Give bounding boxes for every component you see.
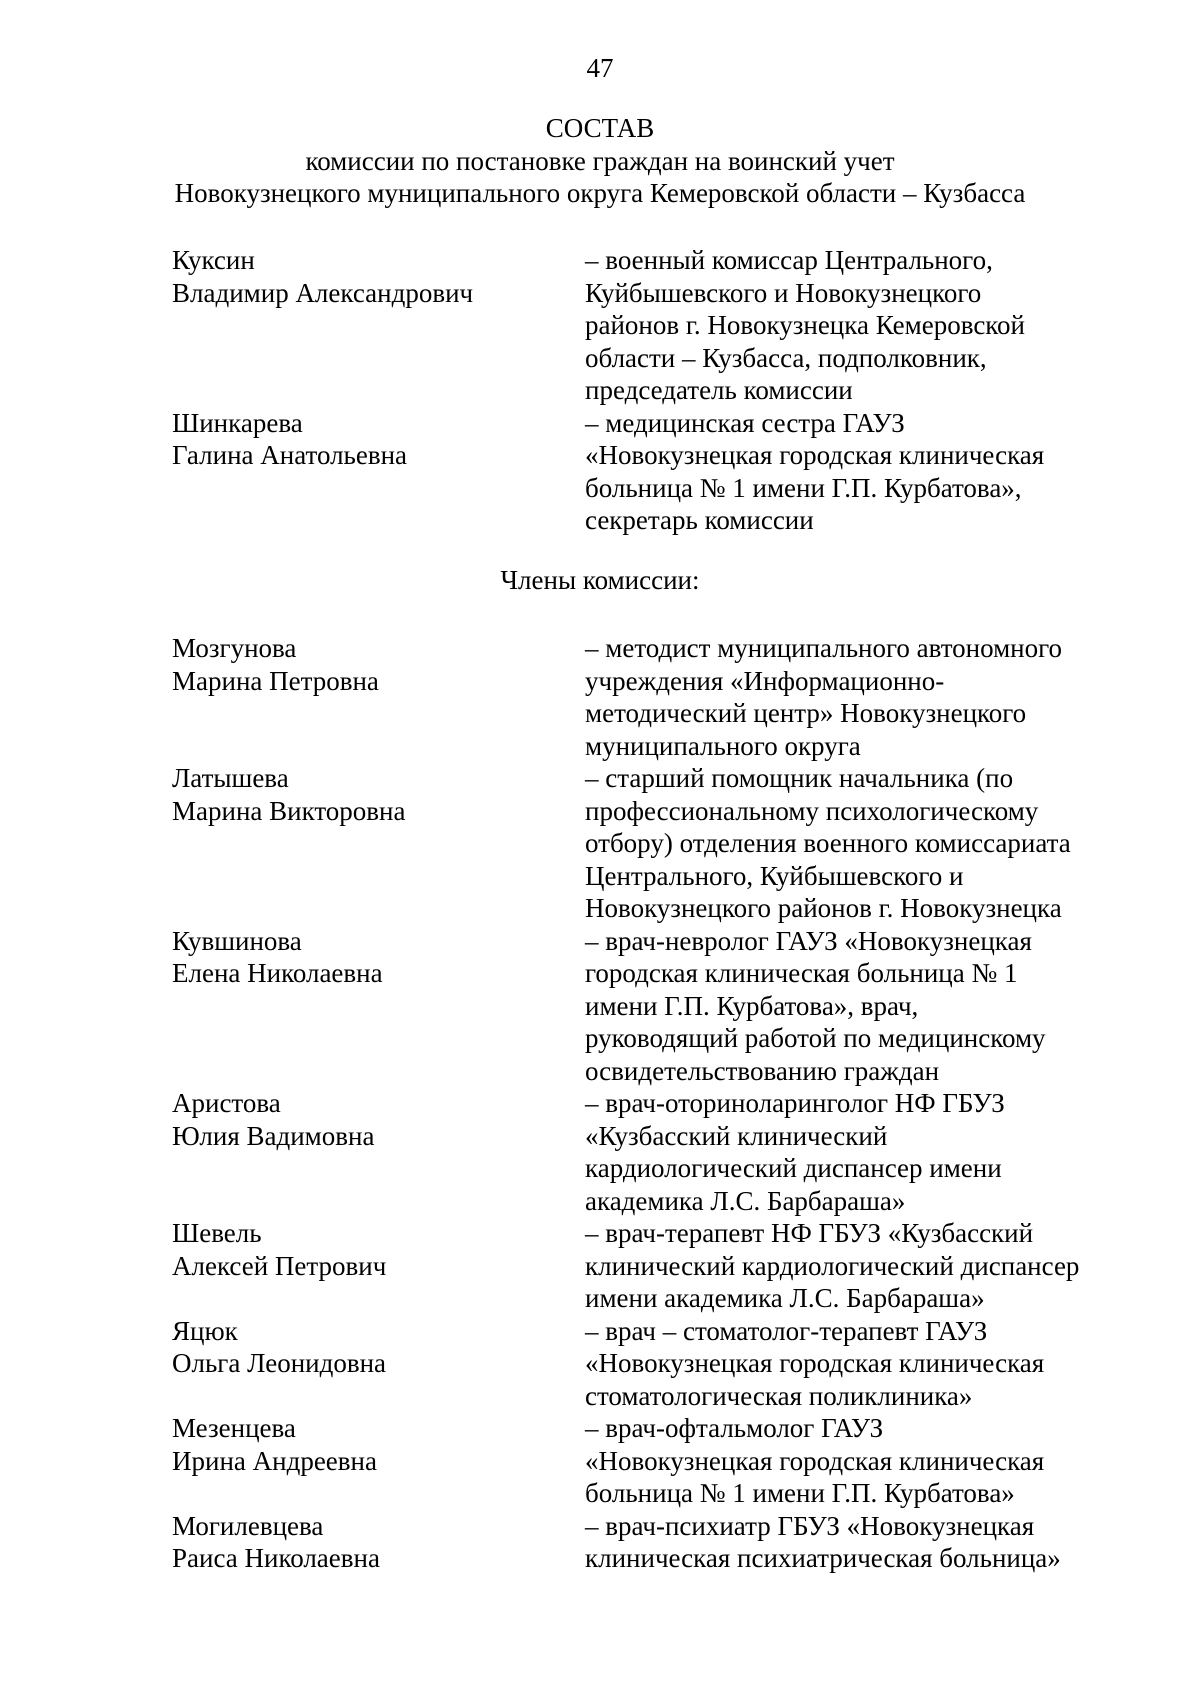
person-name: Мезенцева Ирина Андреевна bbox=[172, 1413, 377, 1476]
person-name: Аристова Юлия Вадимовна bbox=[172, 1088, 375, 1151]
member-entry bbox=[172, 1217, 1132, 1315]
person-name: Кувшинова Елена Николаевна bbox=[172, 925, 383, 988]
leadership-entry bbox=[172, 244, 1132, 407]
person-role: – медицинская сестра ГАУЗ «Новокузнецкая городская клиническая больница № 1 имени Г.П. Курбатова», секретарь комиссии bbox=[585, 407, 1045, 535]
members-list bbox=[172, 632, 1132, 1575]
person-role: – врач-психиатр ГБУЗ «Новокузнецкая клиническая психиатрическая больница» bbox=[585, 1510, 1061, 1573]
person-name: Латышева Марина Викторовна bbox=[172, 763, 406, 826]
leadership-entry bbox=[172, 407, 1132, 537]
member-entry bbox=[172, 1087, 1132, 1217]
title-subtitle-line-1: комиссии по постановке граждан на воинский учет bbox=[305, 145, 895, 176]
person-name: Яцюк Ольга Леонидовна bbox=[172, 1315, 387, 1378]
page-number: 47 bbox=[586, 53, 614, 83]
title-heading: СОСТАВ bbox=[545, 113, 655, 143]
document-title bbox=[0, 112, 1200, 210]
person-role: – врач-терапевт НФ ГБУЗ «Кузбасский клинический кардиологический диспансер имени академика Л.С. Барбараша» bbox=[585, 1218, 1080, 1313]
member-entry bbox=[172, 925, 1132, 1088]
person-name: Мозгунова Марина Петровна bbox=[172, 633, 379, 696]
member-entry bbox=[172, 1412, 1132, 1510]
member-entry bbox=[172, 762, 1132, 925]
person-role: – врач-невролог ГАУЗ «Новокузнецкая городская клиническая больница № 1 имени Г.П. Курбатова», врач, руководящий работой по медицинскому освидетельствованию граждан bbox=[585, 925, 1046, 1086]
person-role: – врач – стоматолог-терапевт ГАУЗ «Новокузнецкая городская клиническая стоматологическая поликлиника» bbox=[585, 1315, 1045, 1411]
member-entry bbox=[172, 1510, 1132, 1575]
person-role: – врач-офтальмолог ГАУЗ «Новокузнецкая городская клиническая больница № 1 имени Г.П. Курбатова» bbox=[585, 1413, 1045, 1508]
members-heading: Члены комиссии: bbox=[500, 565, 700, 595]
title-subtitle-line-2: Новокузнецкого муниципального округа Кемеровской области – Кузбасса bbox=[174, 178, 1026, 208]
person-role: – военный комиссар Центрального, Куйбышевского и Новокузнецкого районов г. Новокузнецка Кемеровской области – Кузбасса, подполковник, председатель комиссии bbox=[585, 245, 1026, 405]
person-name: Могилевцева Раиса Николаевна bbox=[172, 1510, 380, 1573]
person-role: – старший помощник начальника (по профессиональному психологическому отбору) отделения военного комиссариата Центрального, Куйбышевского и Новокузнецкого районов г. Новокузнецка bbox=[585, 763, 1071, 923]
member-entry bbox=[172, 1315, 1132, 1413]
person-name: Шевель Алексей Петрович bbox=[172, 1218, 387, 1281]
person-role: – врач-оториноларинголог НФ ГБУЗ «Кузбасский клинический кардиологический диспансер имени академика Л.С. Барбараша» bbox=[585, 1088, 1005, 1216]
person-role: – методист муниципального автономного учреждения «Информационно- методический центр» Новокузнецкого муниципального округа bbox=[585, 633, 1063, 761]
leadership-list bbox=[172, 244, 1132, 537]
person-name: Шинкарева Галина Анатольевна bbox=[172, 407, 408, 470]
person-name: Куксин Владимир Александрович bbox=[172, 245, 474, 308]
member-entry bbox=[172, 632, 1132, 762]
